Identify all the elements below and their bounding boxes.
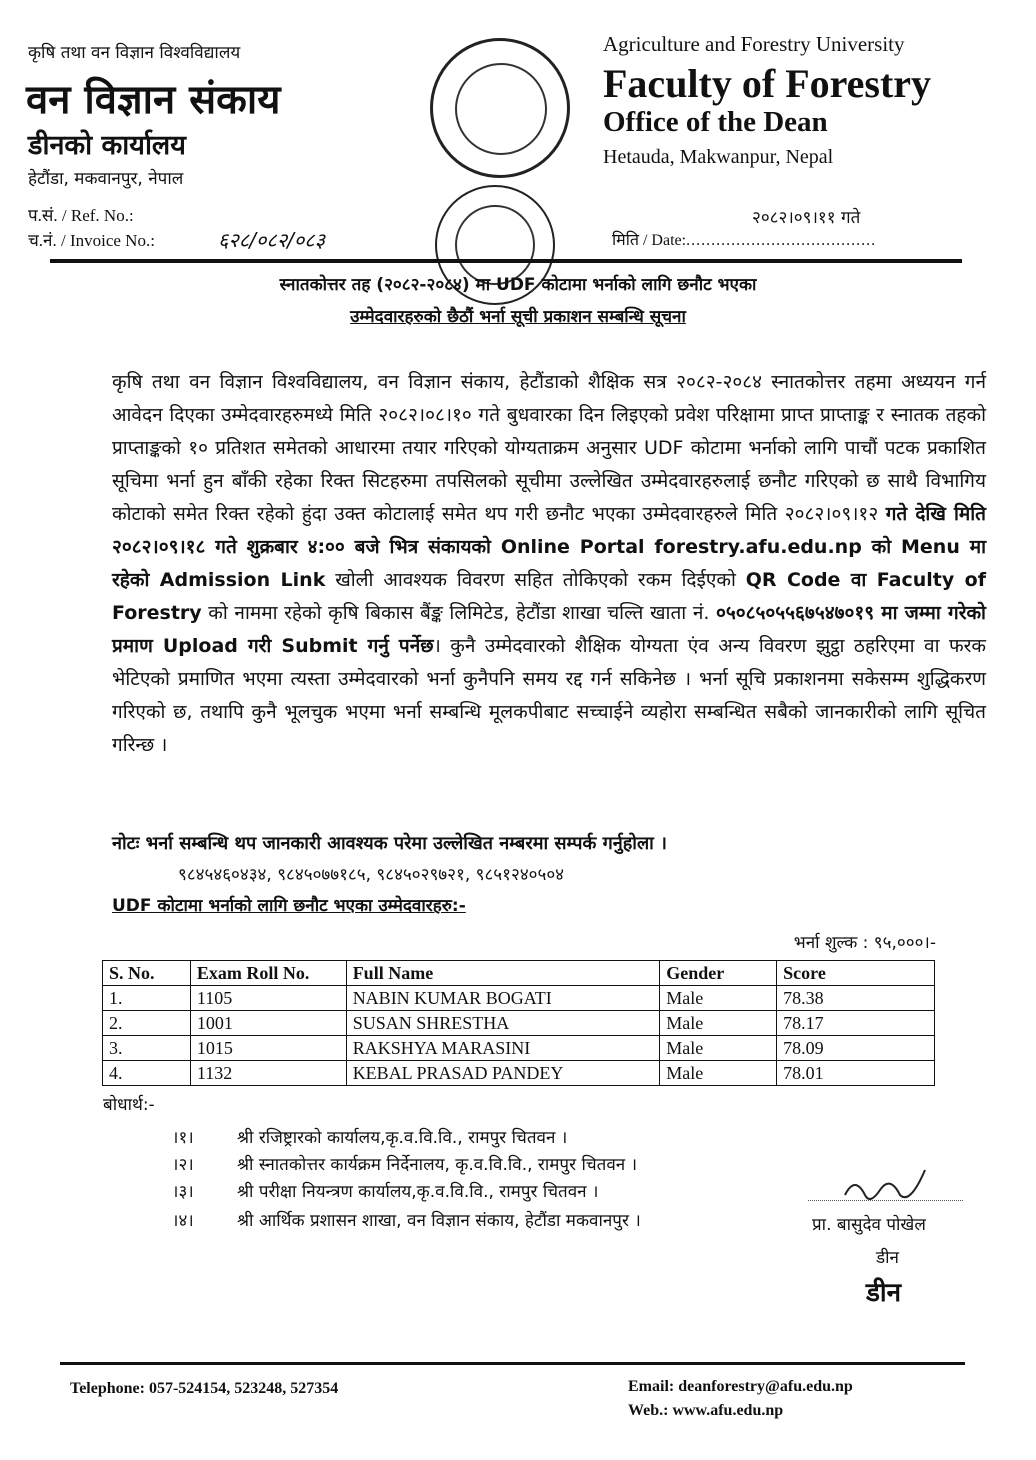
col-name: Full Name [346,961,660,986]
cell: RAKSHYA MARASINI [346,1036,660,1061]
cell: Male [660,1011,777,1036]
body-bold: ०५०८५०५५६७५४७०१९ मा जम्मा गरेको प्रमाण Upload गरी Submit गर्नु पर्नेछ [112,602,986,657]
cell: Male [660,1036,777,1061]
ref-label: प.सं. / Ref. No.: [28,206,134,225]
invoice-label: च.नं. / Invoice No.: [28,231,155,250]
admission-fee: भर्ना शुल्क : ९५,०००।- [793,933,936,953]
signature-mark [840,1165,930,1215]
invoice-value: ६२८/०८२/०८३ [218,228,326,252]
col-score: Score [777,961,935,986]
cell: 1015 [190,1036,346,1061]
np-university: कृषि तथा वन विज्ञान विश्वविद्यालय [28,43,241,63]
np-faculty: वन विज्ञान संकाय [26,77,281,123]
np-office: डीनको कार्यालय [28,130,186,161]
footer-telephone: Telephone: 057-524154, 523248, 527354 [70,1380,339,1397]
cc-item: श्री रजिष्ट्रारको कार्यालय,कृ.व.वि.वि., रामपुर चितवन । [237,1128,568,1148]
signatory-name: प्रा. बासुदेव पोखेल [812,1215,926,1235]
body-text: । कुनै उम्मेदवारको शैक्षिक योग्यता एंव अन्य विवरण झुट्ठा ठहरिएमा वा फरक भेटिएको प्रमाणित भएमा त्यस्ता उम्मेदवारको भर्ना कुनैपनि समय रद्द गर्न सकिनेछ । भर्ना सूचि प्रकाशनमा सकेसम्म शुद्धिकरण गरिएको छ, तथापि कुनै भूलचुक भएमा भर्ना सम्बन्धि मूलकपीबाट सच्चाईने व्यहोरा सम्बन्धित सबैको जानकारीको लागि सूचित गरिन्छ । [112,635,986,756]
body-text: कृषि तथा वन विज्ञान विश्वविद्यालय, वन विज्ञान संकाय, हेटौंडाको शैक्षिक सत्र २०८२-२०८४ स्नातकोत्तर तहमा अध्ययन गर्न आवेदन दिएका उम्मेदवारहरुमध्ये मिति २०८२।०८।१० गते बुधवारका दिन लिइएको प्रवेश परिक्षामा प्राप्त प्राप्ताङ्क र स्नातक तहको प्राप्ताङ्कको १० प्रतिशत समेतको आधारमा तयार गरिएको योग्यताक्रम अनुसार UDF कोटामा भर्नाको लागि पाचौं पटक प्रकाशित सूचिमा भर्ना हुन बाँकी रहेका रिक्त सिटहरुमा तपसिलको सूचीमा उल्लेखित उम्मेदवारहरुलाई छनौट गरिएको छ साथै विभागिय कोटाको समेत रिक्त रहेको हुंदा उक्त कोटालाई समेत थप गरी छनौट भएका उम्मेदवारहरुले मिति २०८२।०९।१२ [112,371,986,525]
table-row [103,1036,935,1061]
table-header-row [103,961,935,986]
subject-line-2: उम्मेदवारहरुको छैठौं भर्ना सूची प्रकाशन सम्बन्धि सूचना [350,307,686,327]
en-university: Agriculture and Forestry University [603,32,905,56]
subject-line-1: स्नातकोत्तर तह (२०८२-२०८४) मा UDF कोटामा भर्नाको लागि छनौट भएका [279,275,757,295]
date-label: मिति / Date:...................................... [612,232,877,249]
signature-line [808,1200,963,1201]
en-address: Hetauda, Makwanpur, Nepal [603,146,834,168]
cell: Male [660,986,777,1011]
table-row [103,986,935,1011]
cc-label: बोधार्थ:- [103,1095,155,1115]
cell: 78.09 [777,1036,935,1061]
cc-number: ।२। [172,1155,194,1175]
en-faculty: Faculty of Forestry [603,61,932,106]
footer-web[interactable]: Web.: www.afu.edu.np [628,1402,784,1419]
header-divider [50,259,962,263]
table-row [103,1061,935,1086]
cell: 1105 [190,986,346,1011]
note: नोटः भर्ना सम्बन्धि थप जानकारी आवश्यक परेमा उल्लेखित नम्बरमा सम्पर्क गर्नुहोला । [112,833,667,854]
cell: 1001 [190,1011,346,1036]
cc-item: श्री परीक्षा नियन्त्रण कार्यालय,कृ.व.वि.वि., रामपुर चितवन । [237,1182,599,1202]
cell: 78.01 [777,1061,935,1086]
footer-divider [60,1362,965,1365]
cell: 78.38 [777,986,935,1011]
table-row [103,1011,935,1036]
body-text: को नाममा रहेको कृषि बिकास बैंङ्क लिमिटेड, हेटौंडा शाखा चल्ति खाता नं. [201,602,717,624]
date-value: २०८२।०९।११ गते [752,208,861,228]
body-bold: QR Code वा Faculty of Forestry [112,569,986,624]
footer-email[interactable]: Email: deanforestry@afu.edu.np [628,1378,853,1395]
cc-number: ।४। [172,1211,194,1231]
body-text: खोली आवश्यक विवरण सहित तोकिएको रकम दिईएको [325,569,746,591]
cc-item: श्री स्नातकोत्तर कार्यक्रम निर्देनालय, कृ.व.वि.वि., रामपुर चितवन । [237,1155,638,1175]
selected-candidates-table [102,960,935,1086]
cell: Male [660,1061,777,1086]
cell: 1132 [190,1061,346,1086]
cell: NABIN KUMAR BOGATI [346,986,660,1011]
cell: 78.17 [777,1011,935,1036]
cell: 1. [103,986,191,1011]
cell: KEBAL PRASAD PANDEY [346,1061,660,1086]
cell: 3. [103,1036,191,1061]
body-bold: गते देखि मिति २०८२।०९।१८ गते शुक्रबार ४:०० बजे भित्र संकायको Online Portal forestry.afu.edu.np को Menu मा रहेको Admission Link [112,503,987,591]
cell: 4. [103,1061,191,1086]
list-heading: UDF कोटामा भर्नाको लागि छनौट भएका उम्मेदवारहरु:- [112,896,466,916]
col-sno: S. No. [103,961,191,986]
cell: 2. [103,1011,191,1036]
np-address: हेटौंडा, मकवानपुर, नेपाल [28,169,184,189]
notice-body [112,366,986,762]
col-gender: Gender [660,961,777,986]
university-seal [430,38,570,178]
signatory-title: डीन [876,1248,899,1268]
en-office: Office of the Dean [603,106,828,138]
cc-number: ।३। [172,1182,194,1202]
dean-stamp: डीन [866,1278,902,1308]
cc-item: श्री आर्थिक प्रशासन शाखा, वन विज्ञान संकाय, हेटौंडा मकवानपुर । [237,1211,641,1231]
cc-number: ।१। [172,1128,194,1148]
cell: SUSAN SHRESTHA [346,1011,660,1036]
col-roll: Exam Roll No. [190,961,346,986]
phone-numbers: ९८४५४६०४३४, ९८४५०७७१८५, ९८४५०२९७२१, ९८५१२४०५०४ [178,865,565,885]
